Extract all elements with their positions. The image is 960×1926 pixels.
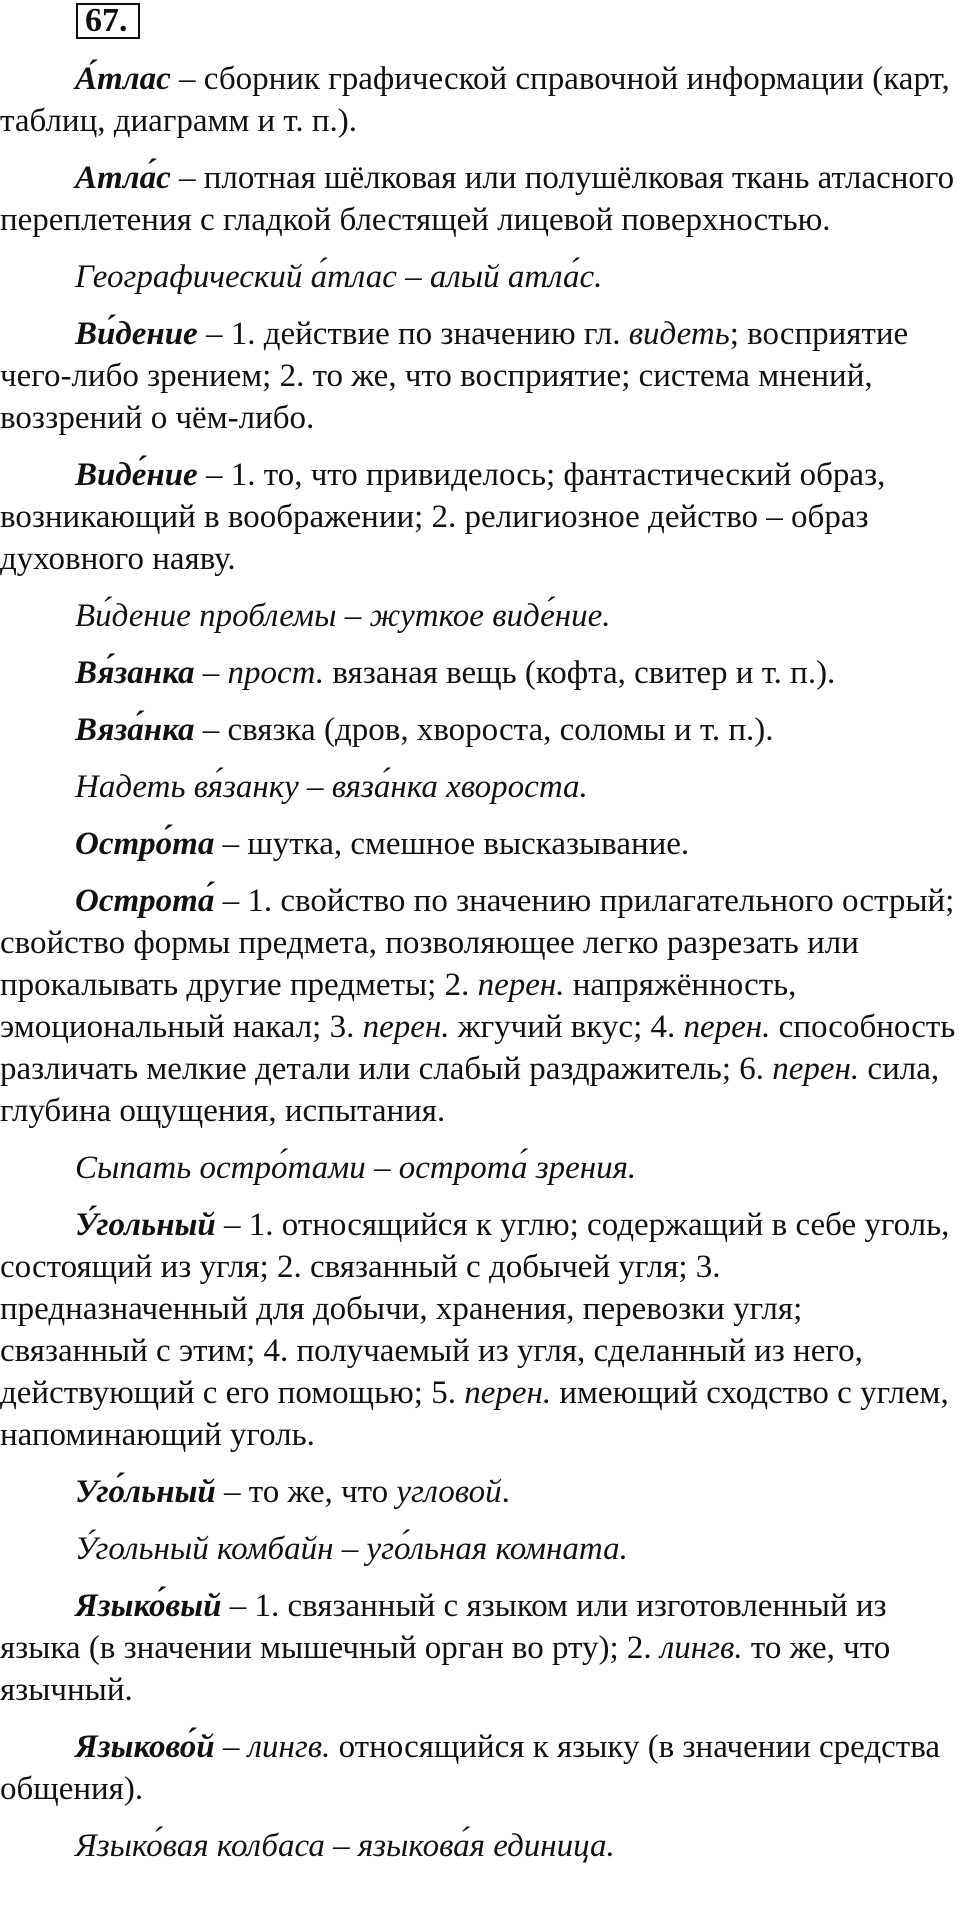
definition-italic: лингв. — [659, 1630, 743, 1666]
entry-vyazanka-2 — [0, 709, 960, 751]
definition-italic: перен. — [464, 1375, 552, 1411]
definition: – плотная шёлковая или полушёлковая ткань атласного переплетения с гладкой блестящей лицевой поверхностью. — [0, 160, 955, 238]
entry-atlas-2 — [0, 157, 960, 241]
definition-italic: видеть — [628, 316, 730, 352]
definition: жгучий вкус; 4. — [449, 1009, 684, 1045]
term: Ви́дение — [75, 316, 198, 352]
definition: – шутка, смешное высказывание. — [214, 826, 690, 862]
term: Атла́с — [75, 160, 171, 196]
entry-videnie-2 — [0, 454, 960, 580]
entry-atlas-1 — [0, 58, 960, 142]
definition: вязаная вещь (кофта, свитер и т. п.). — [324, 655, 836, 691]
definition: сила, глубина ощущения, испытания. — [0, 1051, 940, 1129]
entry-ostrota-1 — [0, 823, 960, 865]
entry-yazykovy-1 — [0, 1585, 960, 1711]
example-videnie: Ви́дение проблемы – жуткое виде́ние. — [75, 598, 611, 634]
exercise-text — [0, 58, 960, 1882]
definition: – связка (дров, хвороста, соломы и т. п.). — [194, 712, 774, 748]
term: Виде́ние — [75, 457, 198, 493]
entry-yazykovoy-2 — [0, 1726, 960, 1810]
term: У́гольный — [75, 1207, 216, 1243]
term: Острота́ — [75, 883, 215, 919]
entry-videnie-1 — [0, 313, 960, 439]
definition: – сборник графической справочной информации (карт, таблиц, диаграмм и т. п.). — [0, 61, 950, 139]
example-vyazanka: Надеть вя́занку – вяза́нка хвороста. — [75, 769, 588, 805]
term: Вяза́нка — [75, 712, 195, 748]
definition: относящийся к языку (в значении средства общения). — [0, 1729, 941, 1807]
definition: ; восприятие чего-либо зрением; 2. то же, что восприятие; система мнений, воззрений о чём-либо. — [0, 316, 909, 436]
definition: – 1. свойство по значению прилагательного острый; свойство формы предмета, позволяющее легко разрезать или прокалывать другие предметы; 2. — [0, 883, 955, 1003]
definition: напряжённость, эмоциональный накал; 3. — [0, 967, 797, 1045]
definition: – 1. связанный с языком или изготовленный из языка (в значении мышечный орган во рту); 2. — [0, 1588, 887, 1666]
term: Уго́льный — [75, 1474, 216, 1510]
term: Языково́й — [75, 1729, 215, 1765]
definition: . — [501, 1474, 510, 1510]
definition: то же, что язычный. — [0, 1630, 891, 1708]
definition: – то же, что — [215, 1474, 397, 1510]
entry-vyazanka-1 — [0, 652, 960, 694]
definition: – — [214, 1729, 248, 1765]
term: А́тлас — [75, 61, 171, 97]
definition: имеющий сходство с углем, напоминающий уголь. — [0, 1375, 949, 1453]
definition-italic: перен. — [683, 1009, 771, 1045]
entry-ugolny-1 — [0, 1204, 960, 1456]
example-ostrota: Сыпать остро́тами – острота́ зрения. — [75, 1150, 637, 1186]
example-yazykovoy: Языко́вая колбаса – языкова́я единица. — [75, 1828, 615, 1864]
definition-italic: перен. — [772, 1051, 860, 1087]
definition-italic: перен. — [477, 967, 565, 1003]
term: Вя́занка — [75, 655, 195, 691]
term: Остро́та — [75, 826, 215, 862]
example-atlas: Географический а́тлас – алый атла́с. — [75, 259, 603, 295]
definition-italic: угловой — [396, 1474, 502, 1510]
exercise-number: 67. — [76, 3, 140, 39]
term: Языко́вый — [75, 1588, 222, 1624]
example-ugolny: У́гольный комбайн – уго́льная комната. — [75, 1531, 628, 1567]
entry-ugolny-2 — [0, 1471, 960, 1513]
definition: – — [194, 655, 228, 691]
entry-ostrota-2 — [0, 880, 960, 1132]
definition-italic: прост. — [227, 655, 325, 691]
definition-italic: перен. — [362, 1009, 450, 1045]
definition: – 1. то, что привиделось; фантастический образ, возникающий в воображении; 2. религиозное действо – образ духовного наяву. — [0, 457, 886, 577]
definition: – 1. действие по значению гл. — [197, 316, 629, 352]
definition: – 1. относящийся к углю; содержащий в себе уголь, состоящий из угля; 2. связанный с добычей угля; 3. предназначенный для добычи, хранения, перевозки угля; связанный с этим; 4. получаемый из угля, сделанный из него, действующий с его помощью; 5. — [0, 1207, 950, 1411]
definition-italic: лингв. — [247, 1729, 331, 1765]
definition: способность различать мелкие детали или слабый раздражитель; 6. — [0, 1009, 956, 1087]
